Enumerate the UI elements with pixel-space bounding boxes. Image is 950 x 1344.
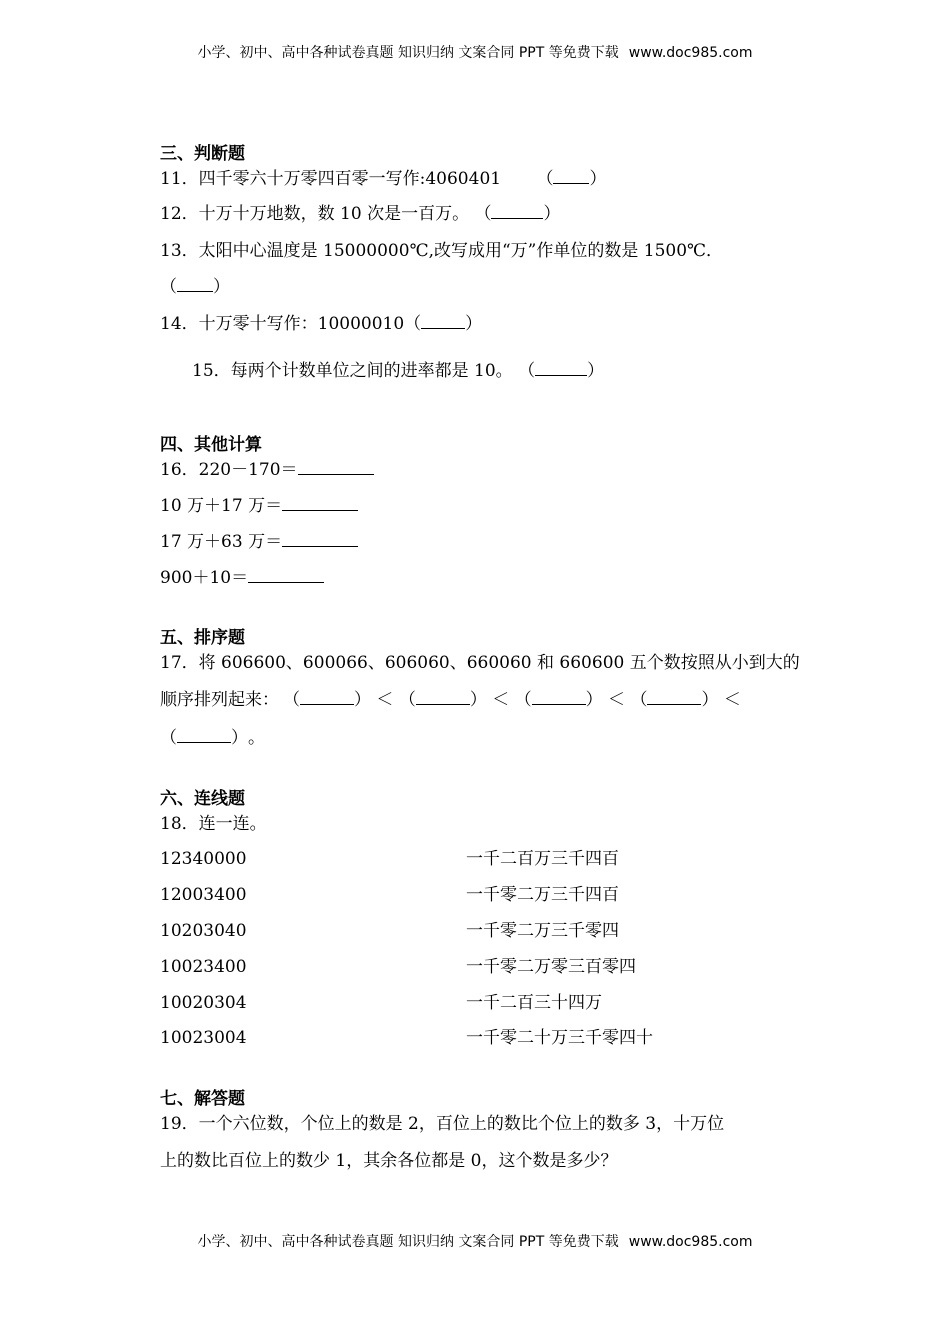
section-6-title: 六、连线题 <box>160 789 245 809</box>
calc-16-4-text: 900＋10＝ <box>160 568 249 588</box>
match-right-item: 一千二百三十四万 <box>466 993 602 1013</box>
sort-end: 。 <box>248 728 265 748</box>
match-right-item: 一千零二万零三百零四 <box>466 957 636 977</box>
sort-blank-5: （ ） <box>160 728 248 748</box>
calc-16-4 <box>160 567 324 589</box>
question-13: 13．太阳中心温度是 15000000℃,改写成用“万”作单位的数是 1500℃． <box>160 241 724 261</box>
question-14 <box>160 313 482 335</box>
section-5-title: 五、排序题 <box>160 628 245 648</box>
less-than-4: ＜ <box>723 690 741 710</box>
sort-blank-2: （ ） <box>398 690 487 710</box>
answer-11: （ ） <box>536 169 607 189</box>
question-19-line2: 上的数比百位上的数少 1，其余各位都是 0，这个数是多少？ <box>160 1151 618 1171</box>
question-14-text: 14．十万零十写作：10000010 <box>160 314 405 334</box>
match-left-item: 12003400 <box>160 885 247 905</box>
question-19-line1: 19．一个六位数，个位上的数是 2，百位上的数比个位上的数多 3，十万位 <box>160 1114 725 1134</box>
header-url: www.doc985.com <box>628 45 753 61</box>
page-footer <box>0 1231 950 1251</box>
match-left-item: 10023004 <box>160 1028 247 1048</box>
match-right-item: 一千二百万三千四百 <box>466 849 619 869</box>
question-11-text: 11．四千零六十万零四百零一写作:4060401 <box>160 169 502 189</box>
match-right-item: 一千零二万三千四百 <box>466 885 619 905</box>
section-7-title: 七、解答题 <box>160 1089 245 1109</box>
match-left-item: 10023400 <box>160 957 247 977</box>
match-right-item: 一千零二万三千零四 <box>466 921 619 941</box>
section-4-title: 四、其他计算 <box>160 435 262 455</box>
footer-text: 小学、初中、高中各种试卷真题 知识归纳 文案合同 PPT 等免费下载 <box>197 1234 619 1250</box>
match-left-item: 10203040 <box>160 921 247 941</box>
calc-16-2 <box>160 495 358 517</box>
calc-16-text: 16．220－170＝ <box>160 460 298 480</box>
match-left-item: 10020304 <box>160 993 247 1013</box>
section-3-title: 三、判断题 <box>160 144 245 164</box>
question-12 <box>160 203 560 225</box>
sort-blank-4: （ ） <box>630 690 719 710</box>
question-15-text: 15．每两个计数单位之间的进率都是 10。 <box>192 361 513 381</box>
question-18: 18．连一连。 <box>160 814 267 834</box>
page-header <box>0 42 950 62</box>
match-left-item: 12340000 <box>160 849 247 869</box>
calc-16-2-text: 10 万＋17 万＝ <box>160 496 283 516</box>
calc-16-3 <box>160 531 358 553</box>
calc-16-3-text: 17 万＋63 万＝ <box>160 532 283 552</box>
header-text: 小学、初中、高中各种试卷真题 知识归纳 文案合同 PPT 等免费下载 <box>197 45 619 61</box>
question-11 <box>160 168 606 190</box>
question-12-text: 12．十万十万地数，数 10 次是一百万。 <box>160 204 470 224</box>
question-17-line2 <box>160 689 741 711</box>
sort-blank-3: （ ） <box>514 690 603 710</box>
answer-14: （ ） <box>404 314 483 334</box>
answer-12: （ ） <box>474 204 561 224</box>
footer-url: www.doc985.com <box>628 1234 753 1250</box>
calc-16 <box>160 459 374 481</box>
question-17-line3 <box>160 727 265 749</box>
question-17-line1: 17．将 606600、600066、606060、660060 和 660600 五个数按照从小到大的 <box>160 653 800 673</box>
less-than-1: ＜ <box>376 690 394 710</box>
match-right-item: 一千零二十万三千零四十 <box>466 1028 653 1048</box>
answer-15: （ ） <box>518 361 605 381</box>
less-than-3: ＜ <box>608 690 626 710</box>
question-15 <box>192 360 604 382</box>
less-than-2: ＜ <box>492 690 510 710</box>
answer-13: （ ） <box>160 277 230 297</box>
sort-blank-1: （ ） <box>283 690 371 710</box>
question-17-text: 顺序排列起来： <box>160 690 279 710</box>
